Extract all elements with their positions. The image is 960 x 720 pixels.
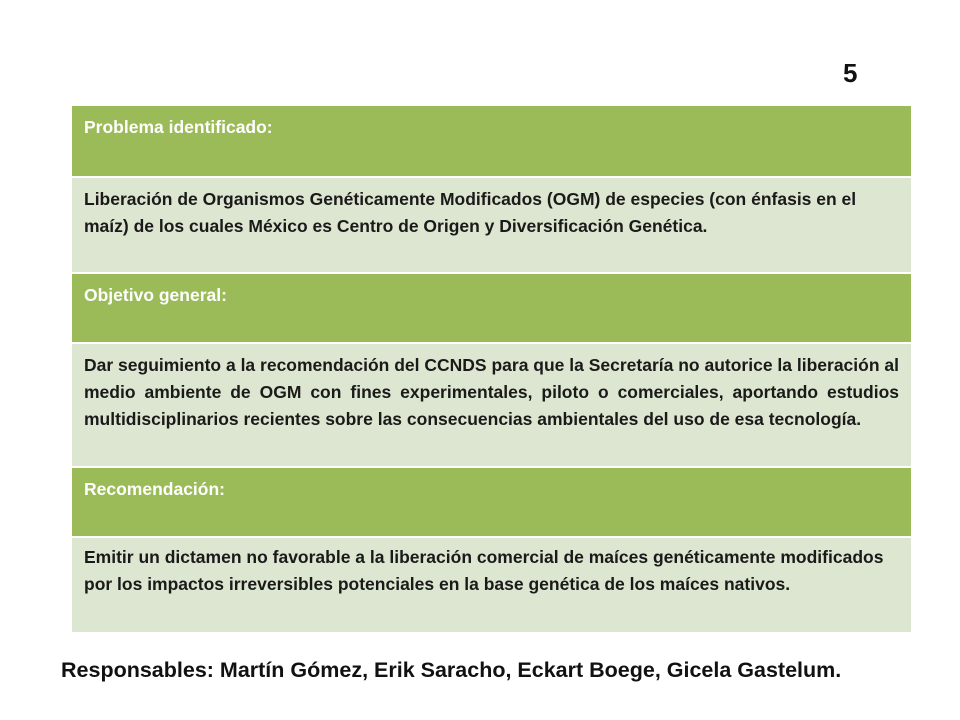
slide-number: 5	[843, 58, 858, 88]
recommendation-body: Emitir un dictamen no favorable a la liberación comercial de maíces genéticamente modificados por los impactos irreversibles potenciales en la base genética de los maíces nativos.	[72, 536, 911, 632]
recommendation-header: Recomendación:	[72, 466, 911, 536]
responsables-footer: Responsables: Martín Gómez, Erik Saracho, Eckart Boege, Gicela Gastelum.	[61, 658, 842, 682]
objective-header: Objetivo general:	[72, 272, 911, 342]
objective-body: Dar seguimiento a la recomendación del CCNDS para que la Secretaría no autorice la liberación al medio ambiente de OGM con fines experimentales, piloto o comerciales, aportando estudios multidisciplinarios recientes sobre las consecuencias ambientales del uso de esa tecnología.	[72, 342, 911, 466]
content-table	[72, 106, 911, 632]
problem-header: Problema identificado:	[72, 106, 911, 176]
problem-body: Liberación de Organismos Genéticamente Modificados (OGM) de especies (con énfasis en el maíz) de los cuales México es Centro de Origen y Diversificación Genética.	[72, 176, 911, 272]
